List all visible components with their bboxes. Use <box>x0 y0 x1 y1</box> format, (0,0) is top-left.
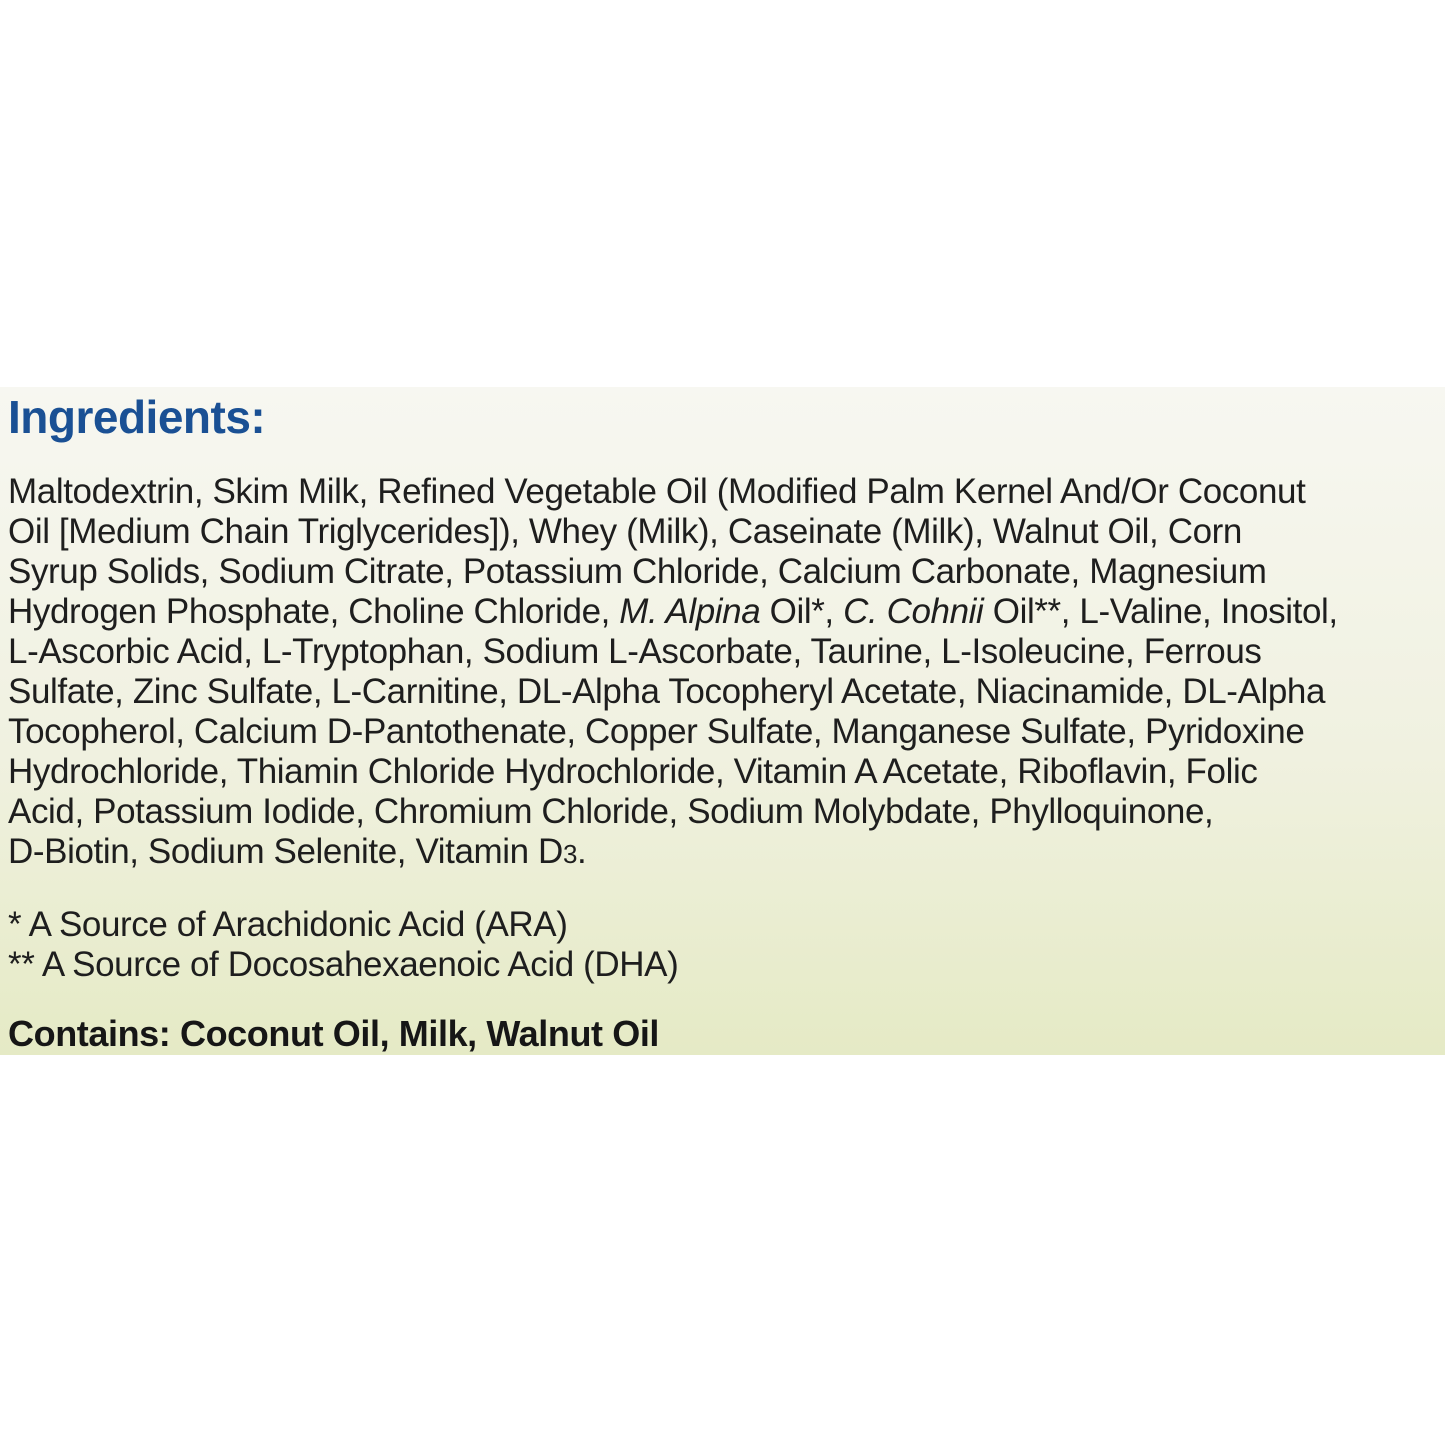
vitamin-d3-subscript: 3 <box>562 839 577 869</box>
contains-statement: Contains: Coconut Oil, Milk, Walnut Oil <box>8 1013 660 1054</box>
ingredients-line <box>8 592 1437 632</box>
ingredients-line: Maltodextrin, Skim Milk, Refined Vegetable Oil (Modified Palm Kernel And/Or Coconut <box>8 472 1306 511</box>
ingredients-text: Oil**, L-Valine, Inositol, <box>983 592 1338 631</box>
ingredients-text: . <box>577 832 587 871</box>
ingredients-line <box>8 832 1437 874</box>
ingredients-paragraph <box>8 472 1437 874</box>
ingredients-line: Hydrochloride, Thiamin Chloride Hydrochloride, Vitamin A Acetate, Riboflavin, Folic <box>8 752 1258 791</box>
ingredients-text: Hydrogen Phosphate, Choline Chloride, <box>8 592 620 631</box>
ingredients-line: Acid, Potassium Iodide, Chromium Chloride, Sodium Molybdate, Phylloquinone, <box>8 792 1214 831</box>
ingredients-text: Oil*, <box>760 592 844 631</box>
footnotes <box>8 905 1437 985</box>
footnote-ara: * A Source of Arachidonic Acid (ARA) <box>8 905 568 944</box>
ingredients-text: D-Biotin, Sodium Selenite, Vitamin D <box>8 832 563 871</box>
species-name-italic: C. Cohnii <box>843 592 984 631</box>
footnote-dha: ** A Source of Docosahexaenoic Acid (DHA) <box>8 945 679 984</box>
ingredients-line: Tocopherol, Calcium D-Pantothenate, Copper Sulfate, Manganese Sulfate, Pyridoxine <box>8 712 1305 751</box>
ingredients-heading: Ingredients: <box>8 391 266 443</box>
species-name-italic: M. Alpina <box>619 592 761 631</box>
ingredients-line: Syrup Solids, Sodium Citrate, Potassium Chloride, Calcium Carbonate, Magnesium <box>8 552 1267 591</box>
ingredients-line: Oil [Medium Chain Triglycerides]), Whey (Milk), Caseinate (Milk), Walnut Oil, Corn <box>8 512 1242 551</box>
ingredients-label-panel <box>0 387 1445 1055</box>
ingredients-line: Sulfate, Zinc Sulfate, L-Carnitine, DL-Alpha Tocopheryl Acetate, Niacinamide, DL-Alpha <box>8 672 1326 711</box>
ingredients-line: L-Ascorbic Acid, L-Tryptophan, Sodium L-Ascorbate, Taurine, L-Isoleucine, Ferrous <box>8 632 1262 671</box>
